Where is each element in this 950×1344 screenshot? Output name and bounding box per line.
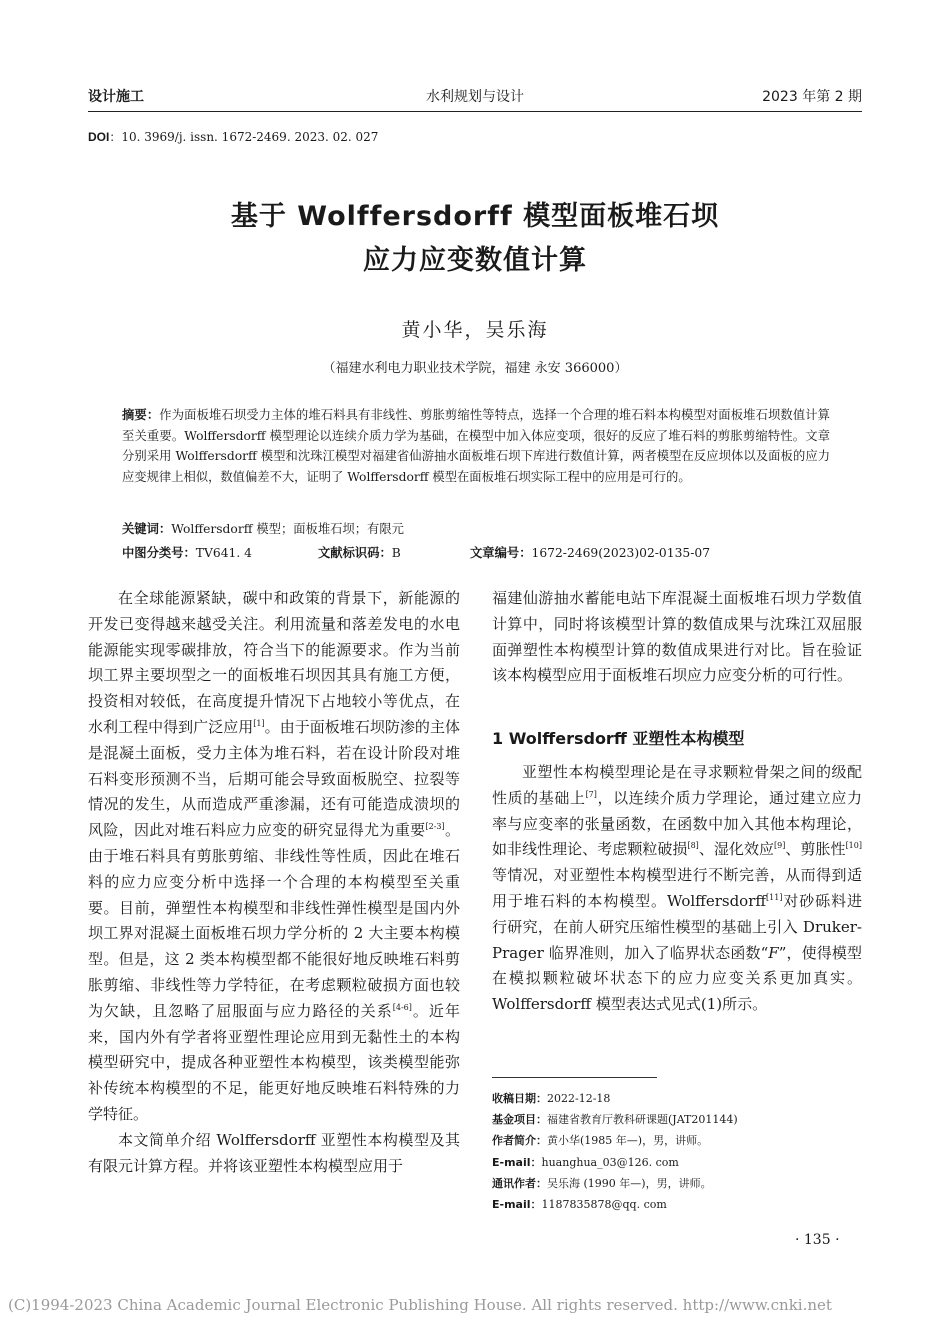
paper-title-line-1: 基于 Wolffersdorff 模型面板堆石坝	[230, 201, 720, 232]
footnote-label: 收稿日期：	[492, 1092, 547, 1105]
footnote-value: 福建省教育厅教科研课题(JAT201144)	[547, 1113, 738, 1127]
citation: [9]	[774, 841, 786, 851]
footnote-author	[492, 1130, 738, 1151]
page-number: · 135 ·	[795, 1232, 840, 1248]
footnote-corresponding-author	[492, 1173, 738, 1194]
document-code	[318, 543, 401, 561]
abstract-text: 作为面板堆石坝受力主体的堆石料具有非线性、剪胀剪缩性等特点，选择一个合理的堆石料本构模型对面板堆石坝数值计算至关重要。Wolffersdorff 模型理论以连续介质力学为基础，在模型中加入体应变项，很好的反应了堆石料的剪胀剪缩特性。文章分别采用 Wolffersdorff 模型和沈珠江模型对福建省仙游抽水面板堆石坝下库进行数值计算，两者模型在反应坝体以及面板的应力应变规律上相似，数值偏差不大，证明了 Wolffersdorff 模型在面板堆石坝实际工程中的应用是可行的。	[122, 408, 830, 484]
keywords	[122, 519, 404, 537]
body-text: 等情况，对亚塑性本构模型进行不断完善，从而得到适用于堆石料的本构模型。Wolffersdorff	[492, 866, 862, 910]
body-text: 。由于堆石料具有剪胀剪缩、非线性等性质，因此在堆石料的应力应变分析中选择一个合理的本构模型至关重要。目前，弹塑性本构模型和非线性弹性模型是国内外坝工界对混凝土面板堆石坝力学分析的 2 大主要本构模型。但是，这 2 类本构模型都不能很好地反映堆石料剪胀剪缩、非线性等力学特征，在考虑颗粒破损方面也较为欠缺，且忽略了屈服面与应力路径的关系	[88, 821, 460, 1020]
body-text: ，以连续介质力学理论，通过建立应力率与应变率的张量函数，在函数中加入其他本构理论，如非线性理论、考虑颗粒破损	[492, 788, 862, 859]
section-heading: 1 Wolffersdorff 亚塑性本构模型	[492, 729, 745, 748]
footnote-author-email	[492, 1152, 738, 1173]
footnote-label: E-mail：	[492, 1198, 542, 1212]
footnote-value: 2022-12-18	[547, 1092, 611, 1105]
citation: [7]	[585, 789, 597, 799]
doi-line	[88, 128, 378, 145]
body-text: ”，使得模型在模拟颗粒破坏状态下的应力应变关系更加真实。Wolffersdorff 模型表达式见式(1)所示。	[492, 943, 863, 1014]
running-header-journal: 水利规划与设计	[426, 89, 524, 105]
body-text: 对砂砾料进行研究，在前人研究压缩性模型的基础上引入 Druker-Prager 临界准则，加入了临界状态函数“	[492, 891, 862, 962]
doi-value: ：10. 3969/j. issn. 1672-2469. 2023. 02. 027	[109, 130, 379, 144]
citation: [1]	[253, 718, 265, 728]
footnote-value: huanghua_03@126. com	[541, 1155, 679, 1169]
citation: [8]	[687, 841, 699, 851]
article-number-value: 1672-2469(2023)02-0135-07	[531, 546, 711, 560]
document-code-value: B	[391, 546, 401, 560]
article-number-label: 文章编号：	[470, 546, 532, 560]
affiliation: （福建水利电力职业技术学院，福建 永安 366000）	[322, 361, 628, 376]
paper-title-line-2: 应力应变数值计算	[363, 245, 587, 276]
clc-value: TV641. 4	[195, 546, 252, 560]
body-right-column	[492, 586, 862, 689]
footnote-corresponding-email	[492, 1194, 738, 1215]
body-paragraph	[88, 586, 460, 1128]
body-right-column-continued	[492, 760, 862, 1018]
footnote-label: E-mail：	[492, 1155, 542, 1169]
authors: 黄小华，吴乐海	[401, 319, 549, 341]
header-rule	[88, 111, 862, 112]
body-text: 在全球能源紧缺，碳中和政策的背景下，新能源的开发已变得越来越受关注。利用流量和落差发电的水电能源能实现零碳排放，符合当下的能源要求。作为当前坝工界主要坝型之一的面板堆石坝因其具有施工方便，投资相对较低，在高度提升情况下占地较小等优点，在水利工程中得到广泛应用	[88, 589, 460, 736]
footnote-value: 黄小华(1985 年—)，男，讲师。	[547, 1134, 709, 1148]
running-header-section: 设计施工	[88, 89, 144, 105]
article-number	[470, 543, 710, 561]
footnote-received	[492, 1088, 738, 1109]
document-code-label: 文献标识码：	[318, 546, 392, 560]
body-left-column	[88, 586, 460, 1179]
clc-number	[122, 543, 252, 561]
clc-label: 中图分类号：	[122, 546, 196, 560]
keywords-label: 关键词：	[122, 522, 172, 536]
citation: [11]	[766, 892, 783, 902]
abstract	[122, 405, 830, 487]
body-text: 亚塑性本构模型理论是在寻求颗粒骨架之间的级配性质的基础上	[492, 763, 862, 807]
body-paragraph: 本文简单介绍 Wolffersdorff 亚塑性本构模型及其有限元计算方程。并将该亚塑性本构模型应用于	[88, 1130, 460, 1175]
citation: [10]	[845, 841, 862, 851]
symbol-F: F	[768, 943, 779, 962]
footnote-value: 1187835878@qq. com	[541, 1198, 667, 1212]
footnote-label: 通讯作者：	[492, 1176, 547, 1190]
body-text: 。由于面板堆石坝防渗的主体是混凝土面板，受力主体为堆石料，若在设计阶段对堆石料变形预测不当，后期可能会导致面板脱空、拉裂等情况的发生，从而造成严重渗漏，还有可能造成溃坝的风险，因此对堆石料应力应变的研究显得尤为重要	[88, 717, 460, 840]
body-text: 。近年来，国内外有学者将亚塑性理论应用到无黏性土的本构模型研究中，提成各种亚塑性本构模型，该类模型能弥补传统本构模型的不足，能更好地反映堆石料特殊的力学特征。	[88, 1001, 460, 1123]
citation: [4-6]	[392, 1002, 412, 1012]
footnote-label: 作者简介：	[492, 1134, 547, 1148]
abstract-label: 摘要：	[122, 408, 160, 422]
body-text: 、剪胀性	[785, 840, 846, 859]
body-paragraph: 福建仙游抽水蓄能电站下库混凝土面板堆石坝力学数值计算中，同时将该模型计算的数值成果与沈珠江双屈服面弹塑性本构模型计算的数值成果进行对比。旨在验证该本构模型应用于面板堆石坝应力应变分析的可行性。	[492, 589, 862, 685]
keywords-text: Wolffersdorff 模型；面板堆石坝；有限元	[171, 522, 404, 536]
doi-label: DOI	[88, 130, 110, 144]
footnote-rule	[492, 1077, 657, 1078]
body-paragraph	[492, 760, 862, 1018]
footnote-value: 吴乐海 (1990 年—)，男，讲师。	[547, 1176, 712, 1190]
copyright-notice: (C)1994-2023 China Academic Journal Electronic Publishing House. All rights reserved. http://www.cnki.net	[8, 1296, 832, 1314]
citation: [2-3]	[425, 822, 445, 832]
running-header-issue: 2023 年第 2 期	[762, 89, 862, 105]
body-text: 、湿化效应	[698, 840, 775, 859]
footnote-label: 基金项目：	[492, 1113, 547, 1127]
footnotes	[492, 1088, 738, 1215]
footnote-funding	[492, 1109, 738, 1130]
